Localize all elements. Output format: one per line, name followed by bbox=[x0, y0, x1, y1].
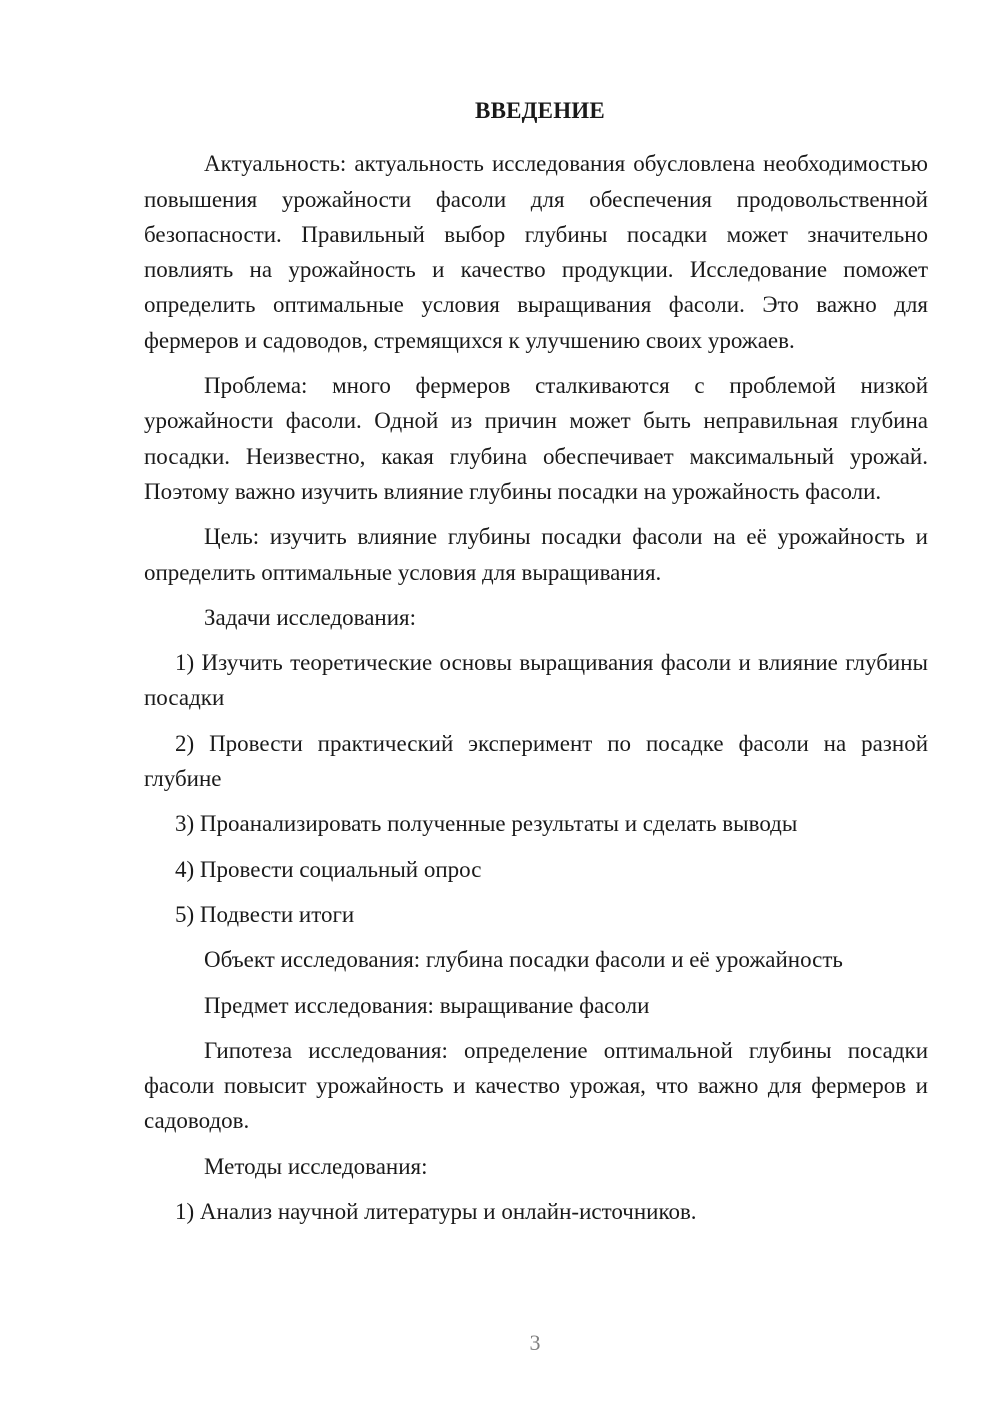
task-item-2: 2) Провести практический эксперимент по посадке фасоли на разной глубине bbox=[144, 730, 928, 792]
subject-paragraph: Предмет исследования: выращивание фасоли bbox=[204, 992, 650, 1018]
tasks-heading: Задачи исследования: bbox=[204, 604, 417, 630]
object-paragraph: Объект исследования: глубина посадки фасоли и её урожайность bbox=[204, 947, 843, 973]
task-item-4: 4) Провести социальный опрос bbox=[175, 856, 482, 882]
page-content bbox=[144, 93, 928, 1239]
method-item-1: 1) Анализ научной литературы и онлайн-источников. bbox=[175, 1199, 697, 1225]
page-number: 3 bbox=[529, 1330, 541, 1355]
task-item-3: 3) Проанализировать полученные результаты и сделать выводы bbox=[175, 811, 798, 837]
relevance-paragraph: Актуальность: актуальность исследования обусловлена необходимостью повышения урожайности фасоли для обеспечения продовольственной безопасности. Правильный выбор глубины посадки может значительно повлиять на урожайность и качество продукции. Исследование поможет определить оптимальные условия выращивания фасоли. Это важно для фермеров и садоводов, стремящихся к улучшению своих урожаев. bbox=[144, 151, 928, 353]
section-title: ВВЕДЕНИЕ bbox=[475, 98, 605, 123]
task-item-1: 1) Изучить теоретические основы выращивания фасоли и влияние глубины посадки bbox=[144, 650, 928, 711]
hypothesis-paragraph: Гипотеза исследования: определение оптимальной глубины посадки фасоли повысит урожайность и качество урожая, что важно для фермеров и садоводов. bbox=[144, 1037, 928, 1134]
goal-paragraph: Цель: изучить влияние глубины посадки фасоли на её урожайность и определить оптимальные условия для выращивания. bbox=[144, 524, 928, 585]
task-item-5: 5) Подвести итоги bbox=[175, 901, 355, 927]
methods-heading: Методы исследования: bbox=[204, 1153, 428, 1179]
problem-paragraph: Проблема: много фермеров сталкиваются с проблемой низкой урожайности фасоли. Одной из причин может быть неправильная глубина посадки. Неизвестно, какая глубина обеспечивает максимальный урожай. Поэтому важно изучить влияние глубины посадки на урожайность фасоли. bbox=[144, 373, 928, 504]
